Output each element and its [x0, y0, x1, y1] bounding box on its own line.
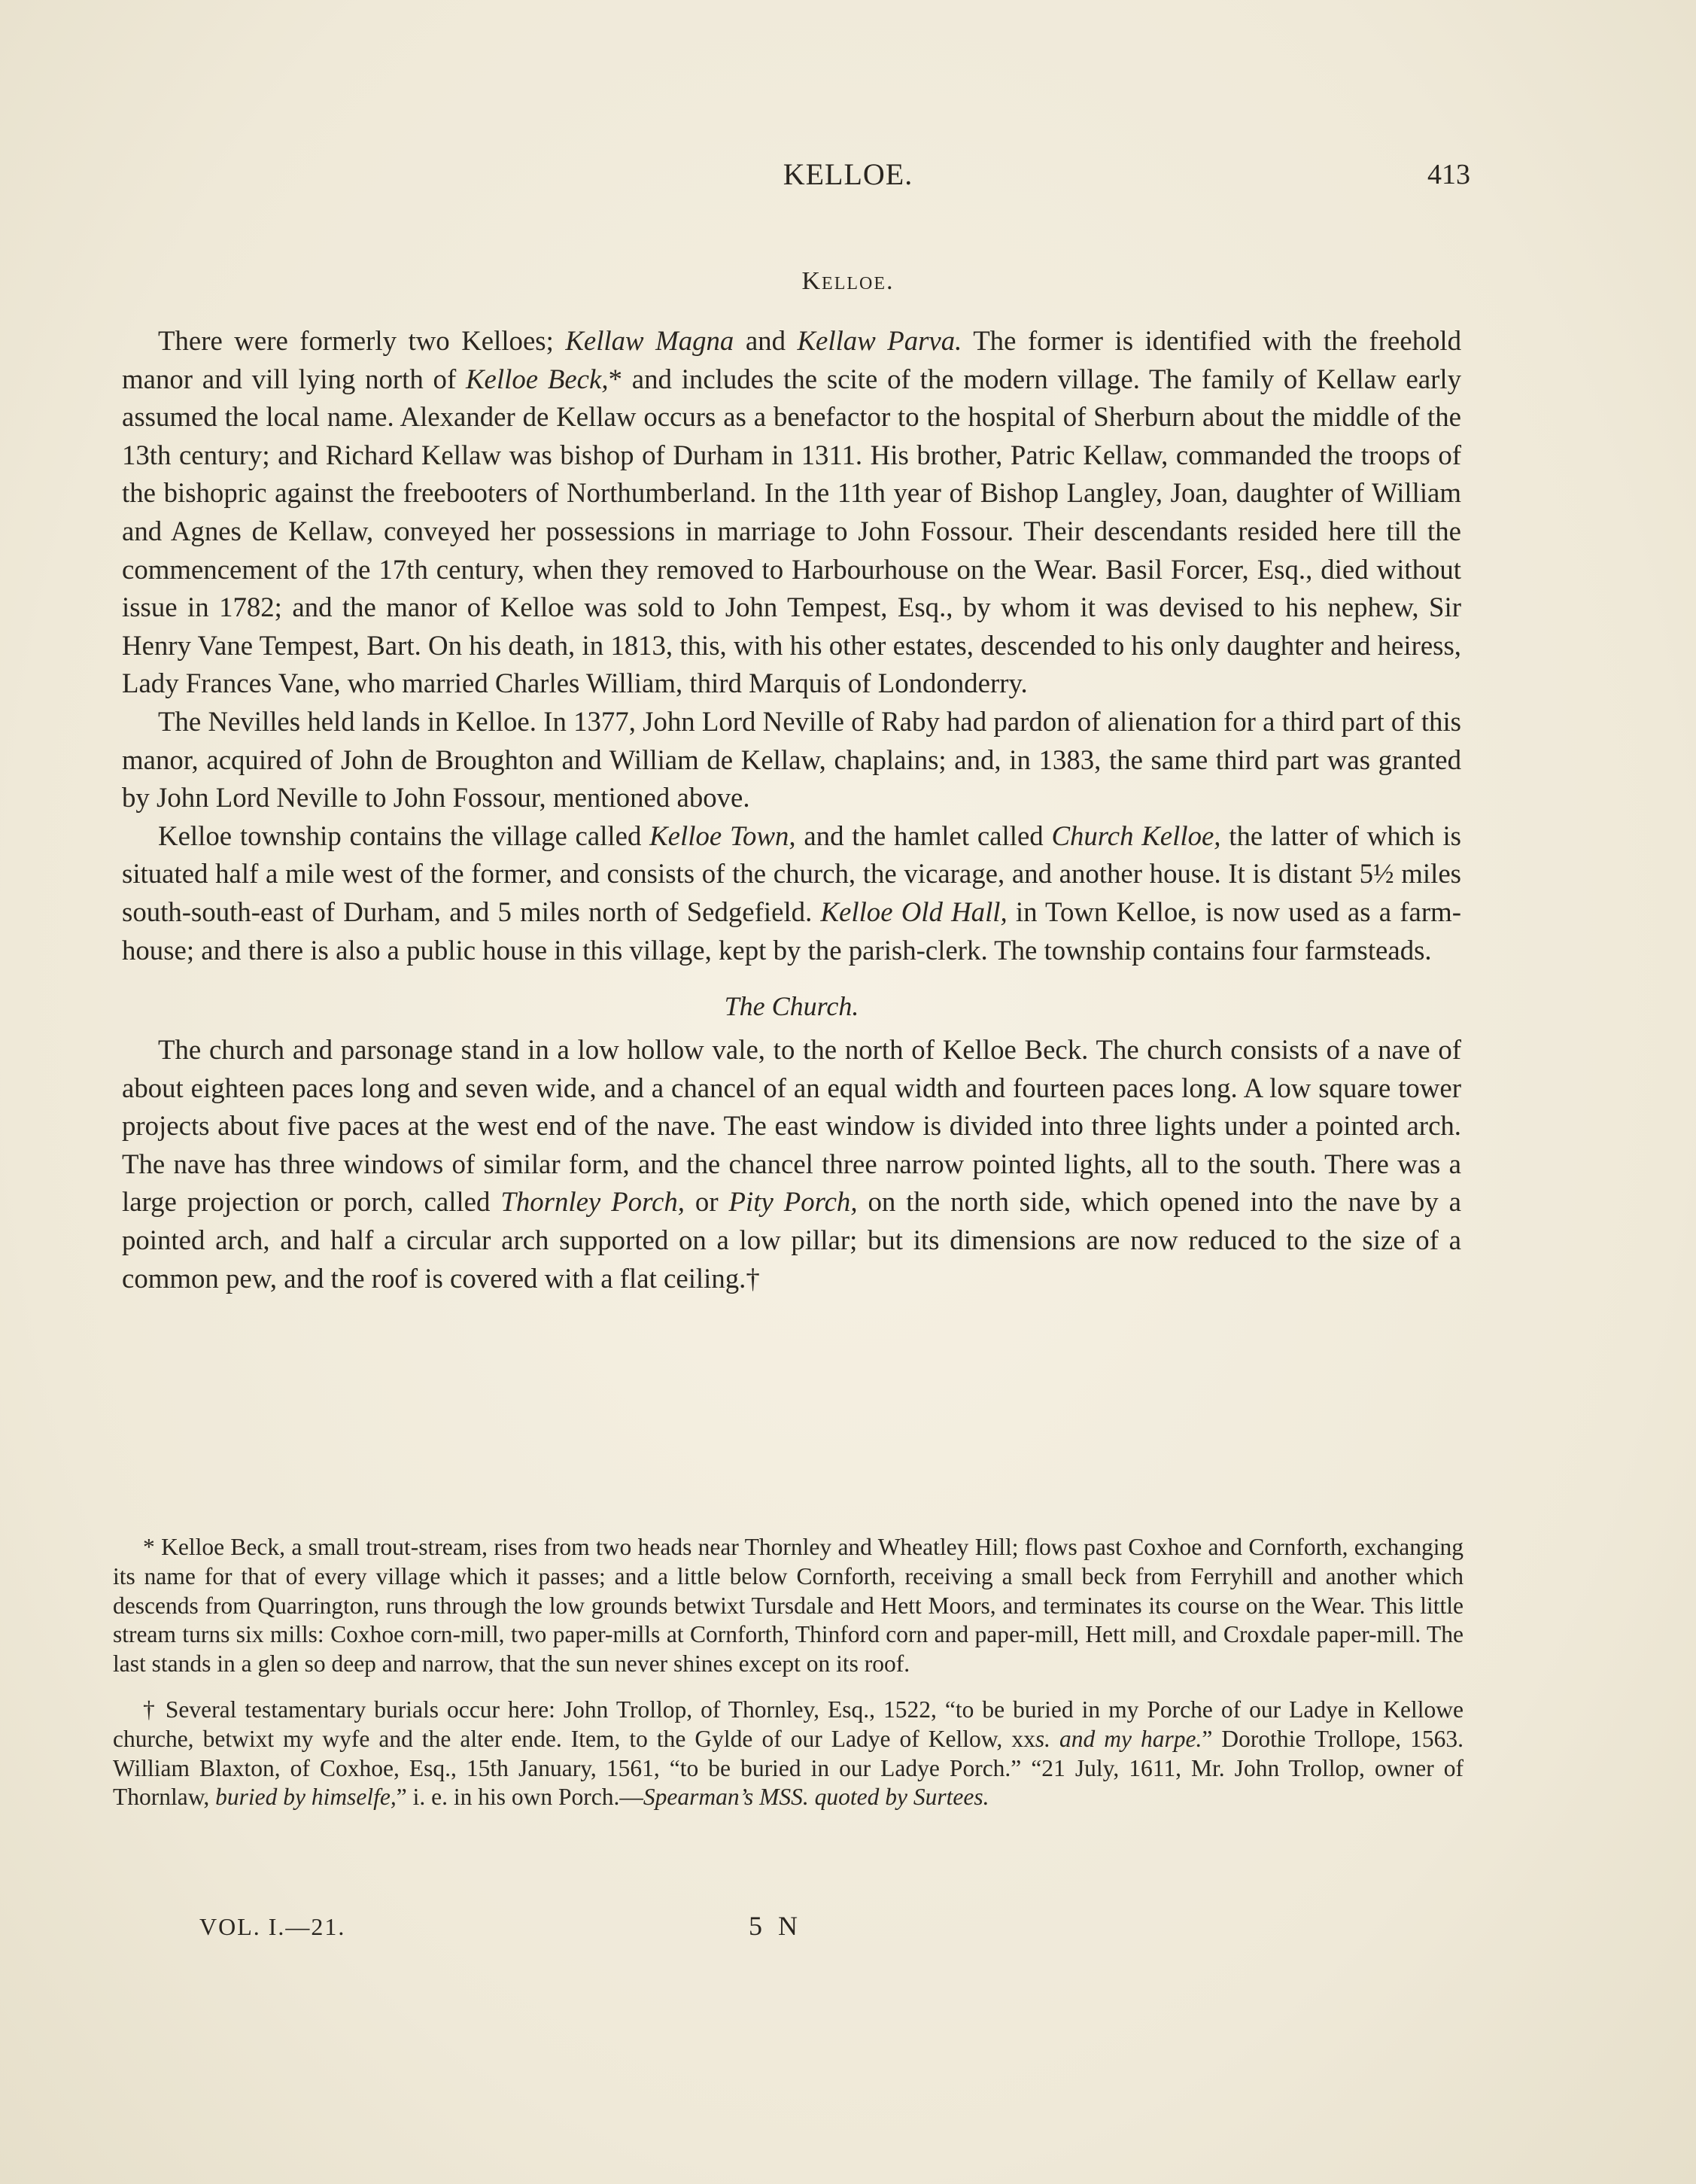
- footnotes: [113, 1533, 1463, 1812]
- footnote-burials: † Several testamentary burials occur here: John Trollop, of Thornley, Esq., 1522, “to be buried in my Porche of our Ladye in Kellowe churche, betwixt my wyfe and the alter ende. Item, to the Gylde of our Ladye of Kellow, xxs. and my harpe.” Dorothie Trollope, 1563. William Blaxton, of Coxhoe, Esq., 15th January, 1561, “to be buried in our Ladye Porch.” “21 July, 1611, Mr. John Trollop, owner of Thornlaw, buried by himselfe,” i. e. in his own Porch.—Spearman’s MSS. quoted by Surtees.: [113, 1696, 1463, 1811]
- sheet-mark: 5 N: [749, 1911, 802, 1941]
- running-title: KELLOE.: [783, 157, 913, 191]
- volume-signature: VOL. I.—21.: [199, 1913, 346, 1940]
- main-text: [122, 322, 1461, 1297]
- paragraph-nevilles: The Nevilles held lands in Kelloe. In 1377, John Lord Neville of Raby had pardon of alienation for a third part of this manor, acquired of John de Broughton and William de Kellaw, chaplains; and, in 1383, the same third part was granted by John Lord Neville to John Fossour, mentioned above.: [122, 705, 1461, 814]
- paragraph-kelloes: There were formerly two Kelloes; Kellaw Magna and Kellaw Parva. The former is identified with the freehold manor and vill lying north of Kelloe Beck,* and includes the scite of the modern village. The family of Kellaw early assumed the local name. Alexander de Kellaw occurs as a benefactor to the hospital of Sherburn about the middle of the 13th century; and Richard Kellaw was bishop of Durham in 1311. His brother, Patric Kellaw, commanded the troops of the bishopric against the freebooters of Northumberland. In the 11th year of Bishop Langley, Joan, daughter of William and Agnes de Kellaw, conveyed her possessions in marriage to John Fossour. Their descendants resided here till the commencement of the 17th century, when they removed to Harbourhouse on the Wear. Basil Forcer, Esq., died without issue in 1782; and the manor of Kelloe was sold to John Tempest, Esq., by whom it was devised to his nephew, Sir Henry Vane Tempest, Bart. On his death, in 1813, this, with his other estates, descended to his only daughter and heiress, Lady Frances Vane, who married Charles William, third Marquis of Londonderry.: [122, 325, 1461, 699]
- church-subheading: The Church.: [724, 991, 859, 1022]
- page-number: 413: [1427, 159, 1470, 190]
- footnote-kelloe-beck: * Kelloe Beck, a small trout-stream, rises from two heads near Thornley and Wheatley Hill; flows past Coxhoe and Cornforth, exchanging its name for that of every village which it passes; and a little below Cornforth, receiving a small beck from Ferryhill and another which descends from Quarrington, runs through the low grounds betwixt Tursdale and Hett Moors, and terminates its course on the Wear. This little stream turns six mills: Coxhoe corn-mill, two paper-mills at Cornforth, Thinford corn and paper-mill, Hett mill, and Croxdale paper-mill. The last stands in a glen so deep and narrow, that the sun never shines except on its roof.: [113, 1534, 1463, 1678]
- paragraph-township: Kelloe township contains the village called Kelloe Town, and the hamlet called Church Kelloe, the latter of which is situated half a mile west of the former, and consists of the church, the vicarage, and another house. It is distant 5½ miles south-south-east of Durham, and 5 miles north of Sedgefield. Kelloe Old Hall, in Town Kelloe, is now used as a farm-house; and there is also a public house in this village, kept by the parish-clerk. The township contains four farmsteads.: [122, 820, 1462, 966]
- section-title: Kelloe.: [801, 267, 895, 295]
- paragraph-church: The church and parsonage stand in a low hollow vale, to the north of Kelloe Beck. The church consists of a nave of about eighteen paces long and seven wide, and a chancel of an equal width and fourteen paces long. A low square tower projects about five paces at the west end of the nave. The east window is divided into three lights under a pointed arch. The nave has three windows of similar form, and the chancel three narrow pointed lights, all to the south. There was a large projection or porch, called Thornley Porch, or Pity Porch, on the north side, which opened into the nave by a pointed arch, and half a circular arch supported on a low pillar; but its dimensions are now reduced to the size of a common pew, and the roof is covered with a flat ceiling.†: [122, 1034, 1462, 1294]
